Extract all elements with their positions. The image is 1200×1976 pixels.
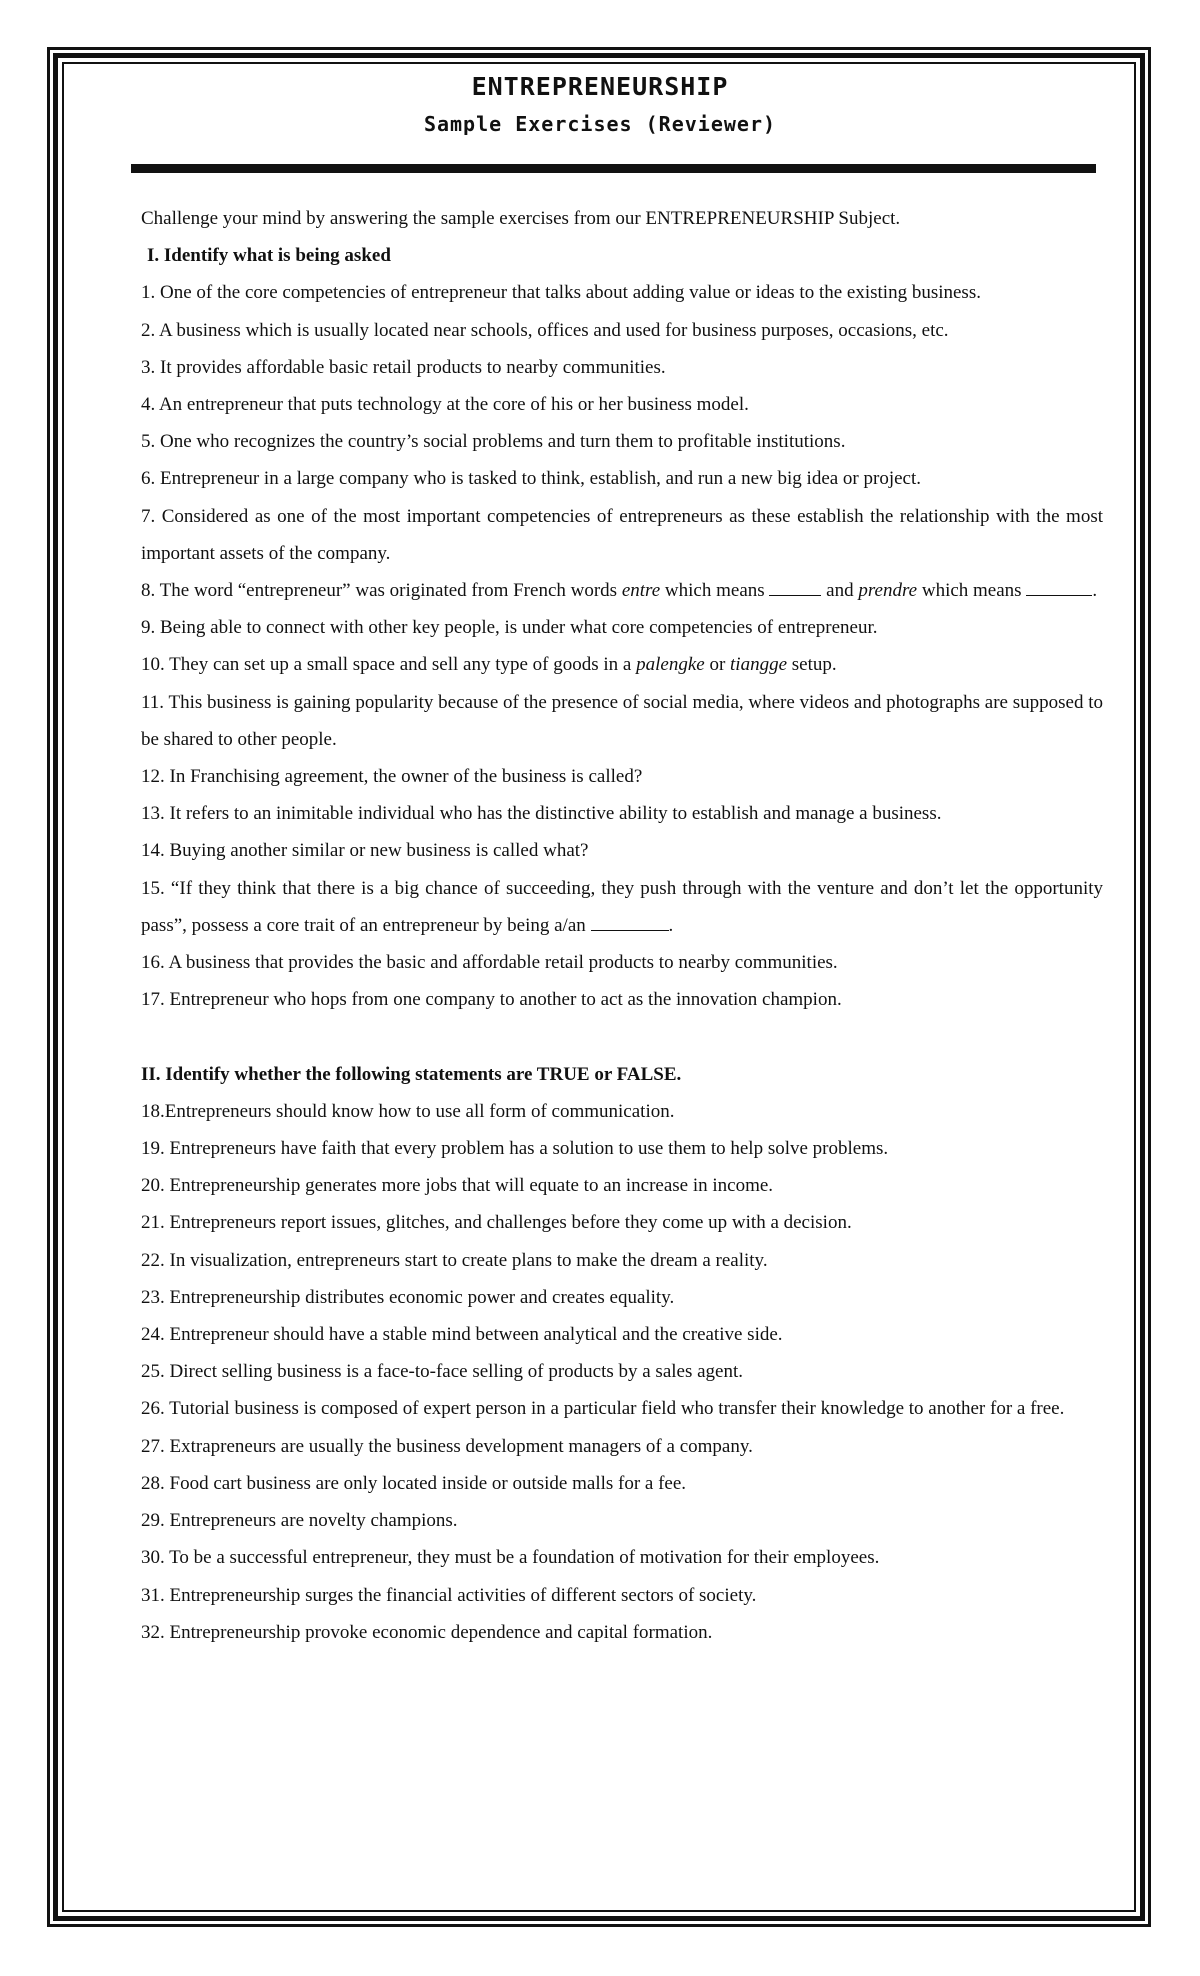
question-27: 27. Extrapreneurs are usually the business development managers of a company. [141,1435,753,1457]
question-2: 2. A business which is usually located near schools, offices and used for business purposes, occasions, etc. [141,319,949,341]
question-22: 22. In visualization, entrepreneurs start to create plans to make the dream a reality. [141,1249,768,1271]
question-7: 7. Considered as one of the most important competencies of entrepreneurs as these establish the relationship with the most important assets of the company. [141,505,1103,564]
intro-text: Challenge your mind by answering the sample exercises from our ENTREPRENEURSHIP Subject. [141,208,901,229]
question-8-part-e: . [1092,580,1098,602]
question-8-part-c: and [821,580,859,602]
question-30: 30. To be a successful entrepreneur, they must be a foundation of motivation for their employees. [141,1547,880,1569]
document-header [0,70,1200,138]
question-15-part-a: 15. “If they think that there is a big chance of succeeding, they push through with the venture and don’t let the opportunity pass”, possess a core trait of an entrepreneur by being a/an [141,877,1103,936]
answer-blank [591,914,669,931]
question-12: 12. In Franchising agreement, the owner of the business is called? [141,766,643,788]
document-subtitle: Sample Exercises (Reviewer) [423,112,777,136]
question-8-part-d: which means [917,580,1027,602]
question-8-part-a: 8. The word “entrepreneur” was originated from French words [141,580,622,602]
question-20: 20. Entrepreneurship generates more jobs that will equate to an increase in income. [141,1175,774,1197]
question-24: 24. Entrepreneur should have a stable mind between analytical and the creative side. [141,1324,783,1346]
question-10 [141,646,1103,683]
question-10-palengke: palengke [636,654,705,676]
question-25: 25. Direct selling business is a face-to-face selling of products by a sales agent. [141,1361,744,1383]
question-16: 16. A business that provides the basic and affordable retail products to nearby communities. [141,952,838,974]
question-26: 26. Tutorial business is composed of expert person in a particular field who transfer their knowledge to another for a free. [141,1398,1065,1420]
question-8-entre: entre [621,580,661,602]
question-4: 4. An entrepreneur that puts technology at the core of his or her business model. [141,394,749,416]
question-10-part-a: 10. They can set up a small space and sell any type of goods in a [141,654,637,676]
answer-blank [1026,579,1092,596]
question-31: 31. Entrepreneurship surges the financial activities of different sectors of society. [141,1584,757,1606]
question-3: 3. It provides affordable basic retail products to nearby communities. [141,356,666,378]
question-1: 1. One of the core competencies of entrepreneur that talks about adding value or ideas to the existing business. [141,282,981,304]
section-1-heading: I. Identify what is being asked [147,245,391,267]
answer-blank [769,579,821,596]
question-8-part-b: which means [660,580,770,602]
question-17: 17. Entrepreneur who hops from one company to another to act as the innovation champion. [141,989,842,1011]
question-32: 32. Entrepreneurship provoke economic dependence and capital formation. [141,1621,713,1643]
document-title: ENTREPRENEURSHIP [471,72,729,101]
question-8 [141,572,1103,609]
question-10-part-c: setup. [787,654,837,676]
question-13: 13. It refers to an inimitable individual who has the distinctive ability to establish and manage a business. [141,803,942,825]
question-21: 21. Entrepreneurs report issues, glitches, and challenges before they come up with a decision. [141,1212,852,1234]
section-2-heading: II. Identify whether the following statements are TRUE or FALSE. [141,1063,682,1085]
question-10-part-b: or [704,654,731,676]
question-18: 18.Entrepreneurs should know how to use all form of communication. [141,1100,675,1122]
question-9: 9. Being able to connect with other key people, is under what core competencies of entrepreneur. [141,617,878,639]
question-10-tiangge: tiangge [730,654,788,676]
question-15-part-b: . [668,914,674,936]
question-23: 23. Entrepreneurship distributes economic power and creates equality. [141,1286,675,1308]
exercise-content [141,200,1103,1651]
question-14: 14. Buying another similar or new business is called what? [141,840,589,862]
question-6: 6. Entrepreneur in a large company who is tasked to think, establish, and run a new big idea or project. [141,468,922,490]
question-5: 5. One who recognizes the country’s social problems and turn them to profitable institutions. [141,431,846,453]
question-11: 11. This business is gaining popularity because of the presence of social media, where videos and photographs are supposed to be shared to other people. [141,691,1103,750]
question-15 [141,870,1103,944]
header-divider [131,164,1096,173]
question-8-prendre: prendre [858,580,918,602]
question-29: 29. Entrepreneurs are novelty champions. [141,1510,458,1532]
question-19: 19. Entrepreneurs have faith that every problem has a solution to use them to help solve problems. [141,1138,889,1160]
section-spacer [141,1018,1103,1055]
question-28: 28. Food cart business are only located inside or outside malls for a fee. [141,1472,687,1494]
